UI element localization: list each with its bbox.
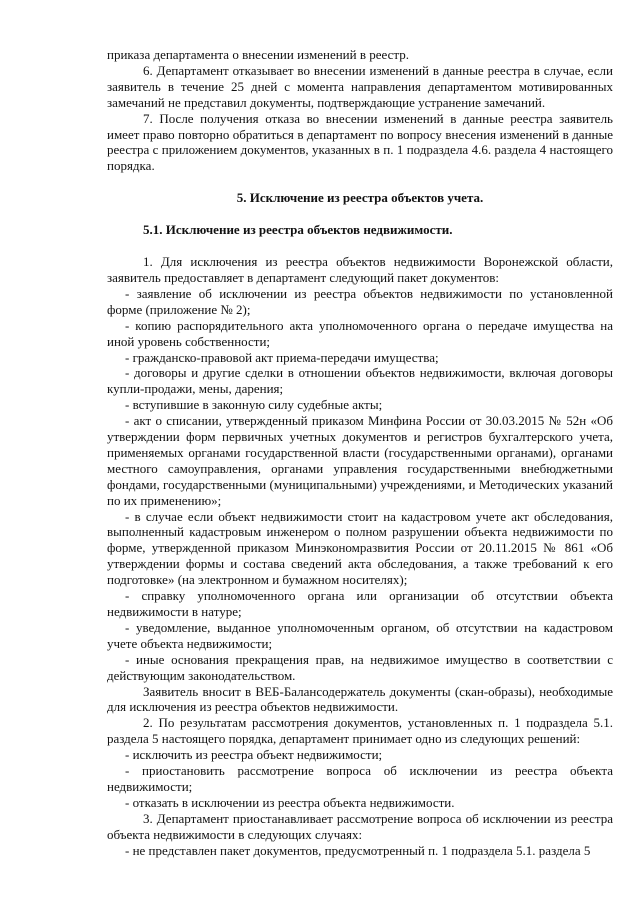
paragraph-item-3: 3. Департамент приостанавливает рассмотрение вопроса об исключении из реестра объекта недвижимости в следующих случаях:	[107, 810, 613, 842]
subsection-heading: 5.1. Исключение из реестра объектов недвижимости.	[143, 222, 453, 238]
paragraph-item-1: 1. Для исключения из реестра объектов недвижимости Воронежской области, заявитель предоставляет в департамент следующий пакет документов:	[107, 254, 613, 285]
list-item: - не представлен пакет документов, предусмотренный п. 1 подраздела 5.1. раздела 5	[125, 842, 591, 858]
list-item: - отказать в исключении из реестра объекта недвижимости.	[125, 794, 455, 810]
list-item: - акт о списании, утвержденный приказом Минфина России от 30.03.2015 № 52н «Об утверждении форм первичных учетных документов и регистров бухгалтерского учета, применяемых органами государственной власти (государственными органами), органами местного самоуправления, органами управления государственными внебюджетными фондами, государственными (муниципальными) учреждениями, и Методических указаний по их применению»;	[107, 413, 613, 508]
paragraph-applicant-note: Заявитель вносит в ВЕБ-Балансодержатель документы (скан-образы), необходимые для исключения из реестра объектов недвижимости.	[107, 683, 613, 715]
list-item: - заявление об исключении из реестра объектов недвижимости по установленной форме (приложение № 2);	[107, 285, 613, 317]
list-item: - договоры и другие сделки в отношении объектов недвижимости, включая договоры купли-продажи, мены, дарения;	[107, 365, 613, 397]
document-page	[107, 47, 613, 859]
list-item: - справку уполномоченного органа или организации об отсутствии объекта недвижимости в натуре;	[107, 588, 613, 619]
list-item: - приостановить рассмотрение вопроса об исключении из реестра объекта недвижимости;	[107, 763, 613, 794]
list-item: - копию распорядительного акта уполномоченного органа о передаче имущества на иной уровень собственности;	[107, 317, 613, 349]
paragraph-item-7: 7. После получения отказа во внесении изменений в данные реестра заявитель имеет право повторно обратиться в департамент по вопросу внесения изменений в данные реестра с приложением документов, указанных в п. 1 подраздела 4.6. раздела 4 настоящего порядка.	[107, 110, 613, 174]
section-heading: 5. Исключение из реестра объектов учета.	[236, 190, 484, 206]
list-item: - уведомление, выданное уполномоченным органом, об отсутствии на кадастровом учете объекта недвижимости;	[107, 619, 613, 651]
list-item: - в случае если объект недвижимости стоит на кадастровом учете акт обследования, выполненный кадастровым инженером о полном разрушении объекта недвижимости по форме, утвержденной приказом Минэкономразвития России от 20.11.2015 № 861 «Об утверждении формы и состава сведений акта обследования, а также требований к его подготовке» (на электронном и бумажном носителях);	[107, 508, 613, 588]
list-item: - исключить из реестра объект недвижимости;	[125, 747, 383, 763]
paragraph-item-6: 6. Департамент отказывает во внесении изменений в данные реестра в случае, если заявитель в течение 25 дней с момента направления департаментом мотивированных замечаний не представил документы, подтверждающие устранение замечаний.	[107, 62, 613, 110]
list-item: - вступившие в законную силу судебные акты;	[125, 397, 383, 413]
paragraph-item-2: 2. По результатам рассмотрения документов, установленных п. 1 подраздела 5.1. раздела 5 настоящего порядка, департамент принимает одно из следующих решений:	[107, 715, 613, 747]
list-item: - иные основания прекращения прав, на недвижимое имущество в соответствии с действующим законодательством.	[107, 651, 613, 683]
paragraph-continuation: приказа департамента о внесении изменений в реестр.	[107, 47, 409, 62]
list-item: - гражданско-правовой акт приема-передачи имущества;	[125, 349, 439, 365]
